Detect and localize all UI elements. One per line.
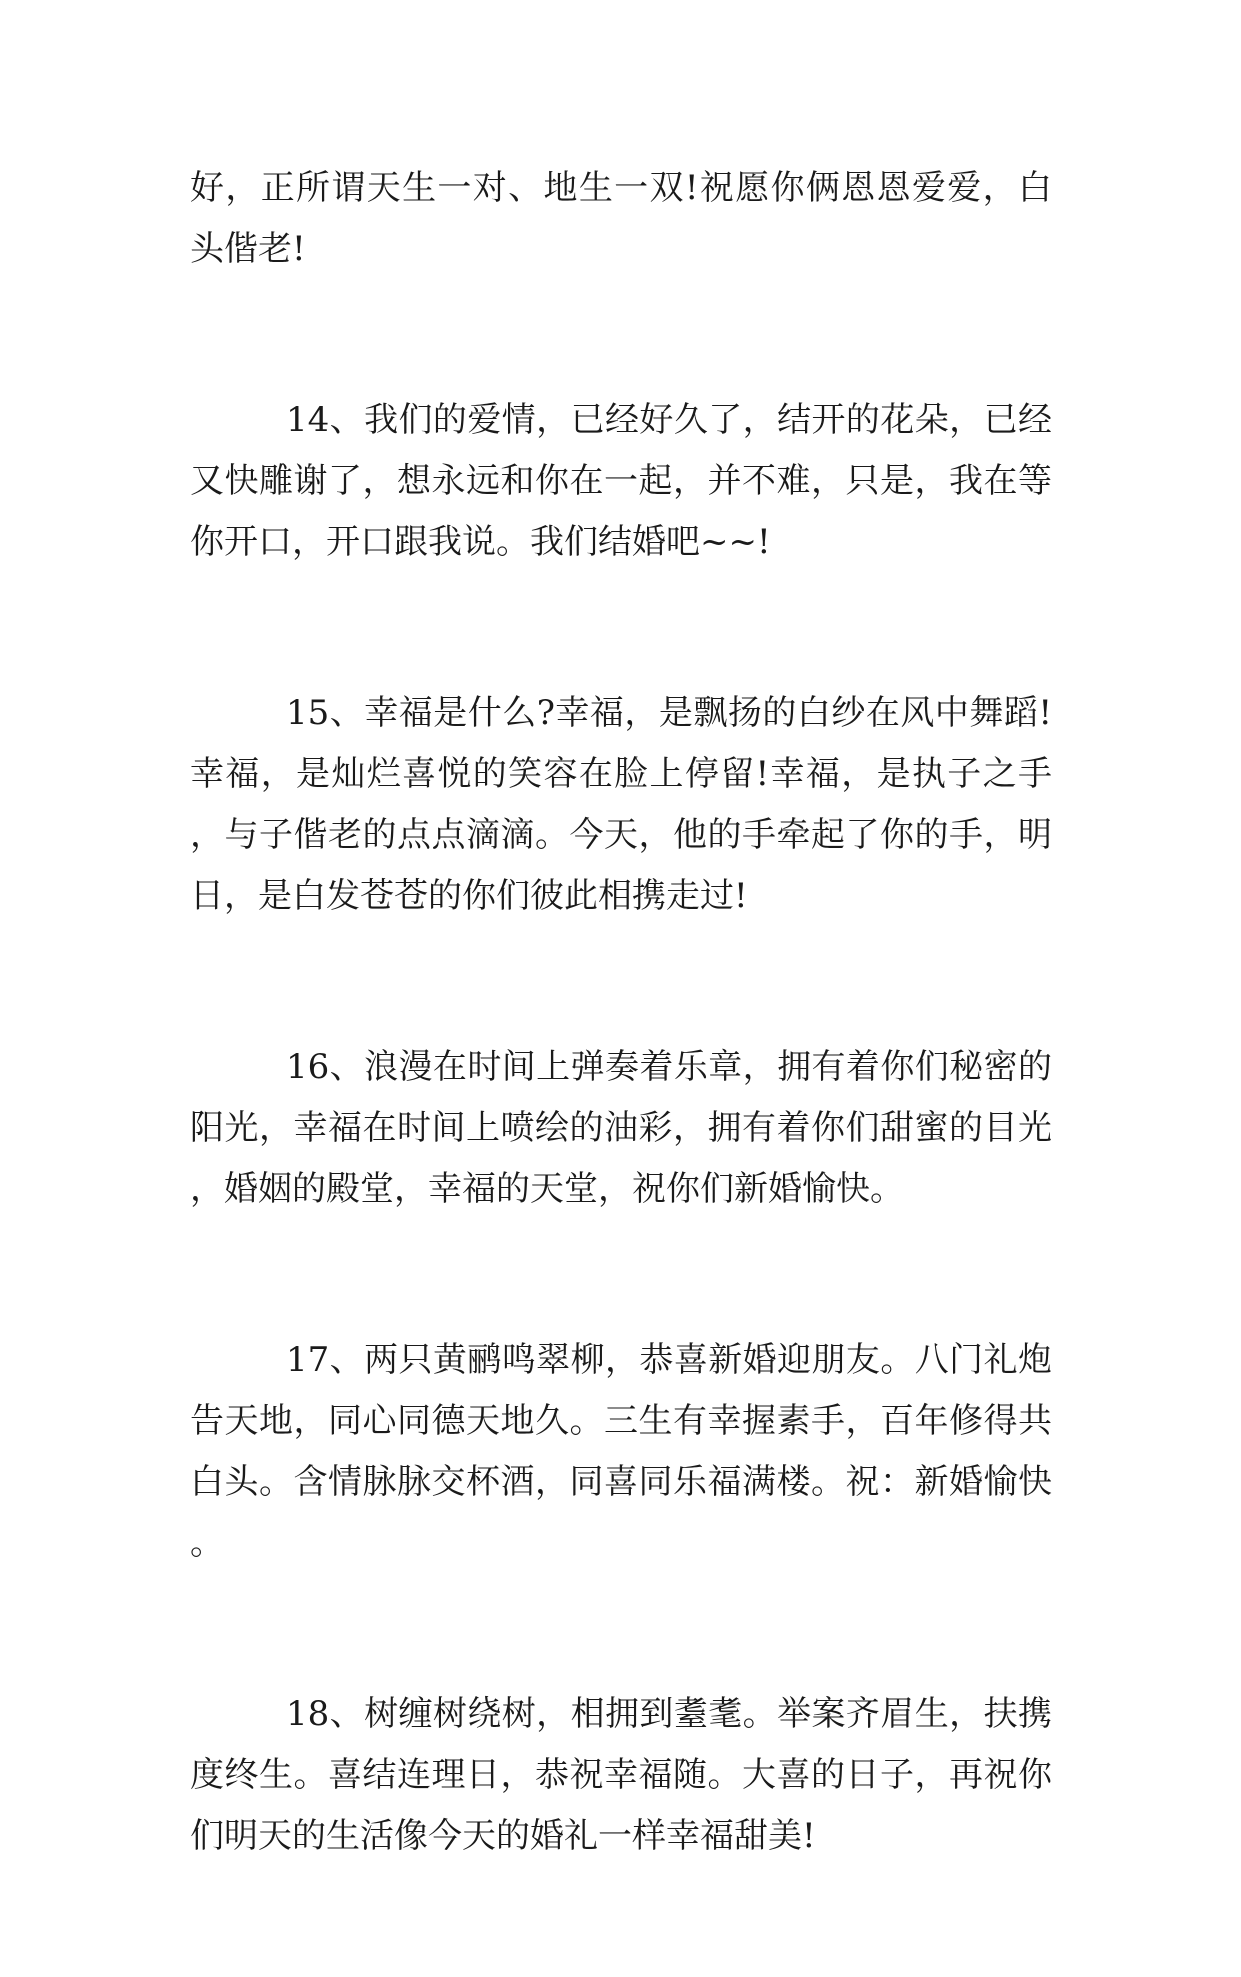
paragraph-14: 14、我们的爱情，已经好久了，结开的花朵，已经又快雕谢了，想永远和你在一起，并不难，只是，我在等你开口，开口跟我说。我们结婚吧~~! xyxy=(190,400,1052,562)
paragraph-18: 18、树缠树绕树，相拥到耋耄。举案齐眉生，扶携度终生。喜结连理日，恭祝幸福随。大喜的日子，再祝你们明天的生活像今天的婚礼一样幸福甜美! xyxy=(190,1694,1052,1856)
document-page xyxy=(190,158,1052,1977)
paragraph-continuation: 好，正所谓天生一对、地生一双!祝愿你俩恩恩爱爱，白头偕老! xyxy=(190,168,1052,269)
paragraph-16: 16、浪漫在时间上弹奏着乐章，拥有着你们秘密的阳光，幸福在时间上喷绘的油彩，拥有着你们甜蜜的目光，婚姻的殿堂，幸福的天堂，祝你们新婚愉快。 xyxy=(190,1047,1052,1209)
paragraph-15: 15、幸福是什么?幸福，是飘扬的白纱在风中舞蹈!幸福，是灿烂喜悦的笑容在脸上停留!幸福，是执子之手，与子偕老的点点滴滴。今天，他的手牵起了你的手，明日，是白发苍苍的你们彼此相携走过! xyxy=(190,693,1052,916)
paragraph-17: 17、两只黄鹂鸣翠柳，恭喜新婚迎朋友。八门礼炮告天地，同心同德天地久。三生有幸握素手，百年修得共白头。含情脉脉交杯酒，同喜同乐福满楼。祝：新婚愉快。 xyxy=(190,1340,1052,1563)
